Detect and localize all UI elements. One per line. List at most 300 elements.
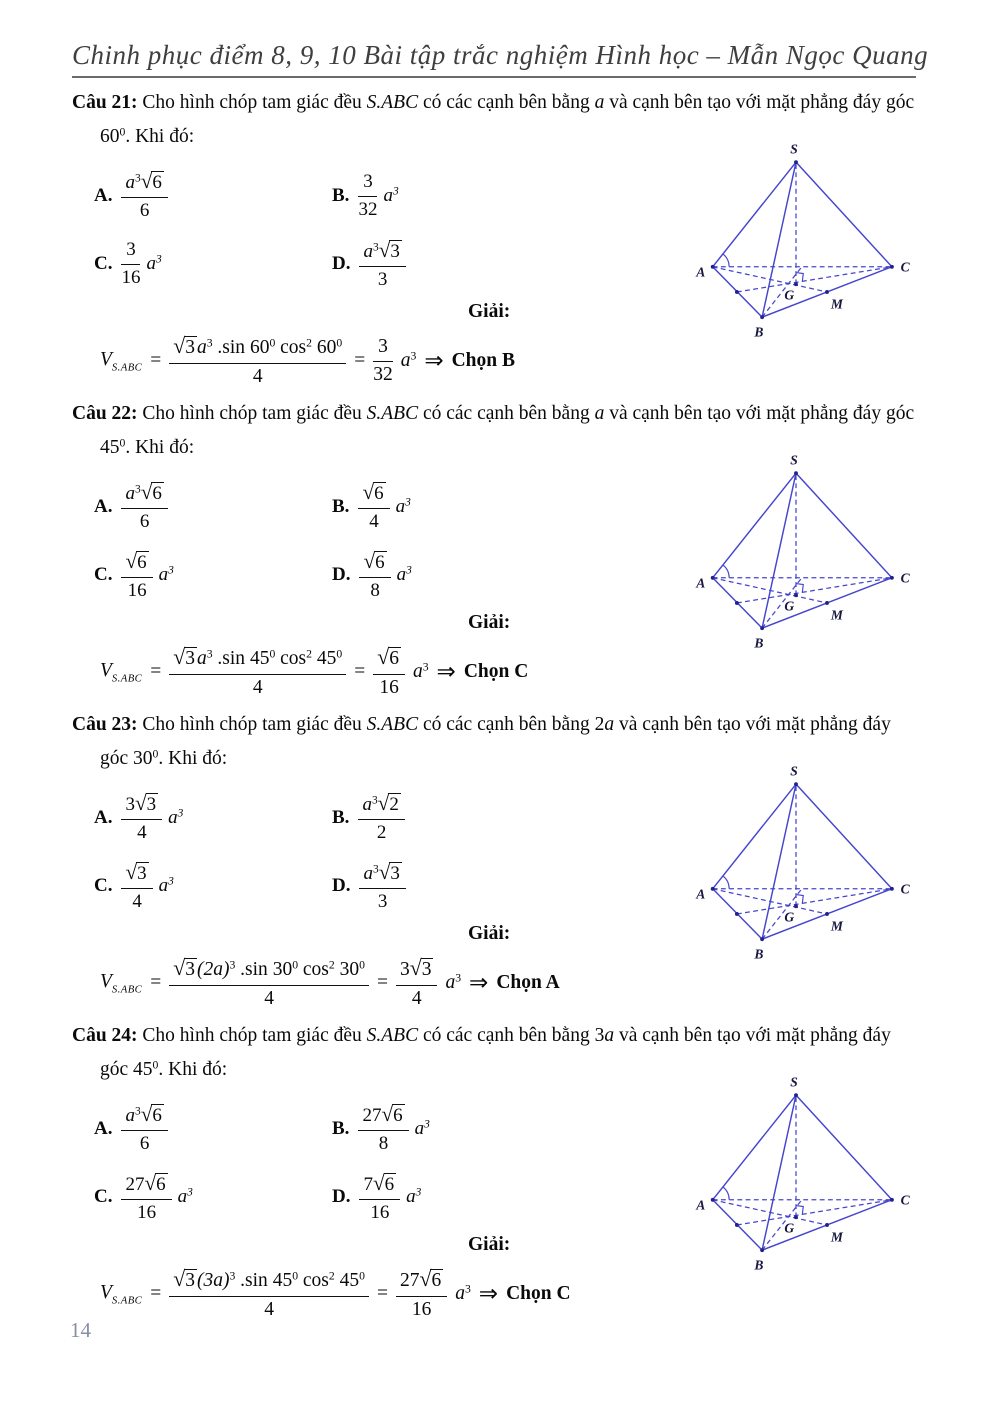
radical <box>144 1170 167 1195</box>
numerator-coef: a <box>125 1105 135 1127</box>
options-grid <box>94 168 666 291</box>
numerator-coef: a <box>362 794 372 816</box>
edge-var: a <box>604 714 615 735</box>
suffix-var: a <box>396 564 407 585</box>
label-G: G <box>784 909 795 925</box>
numerator-coef: a <box>363 862 373 884</box>
radical: √3 <box>173 334 195 359</box>
edge-coef: 2 <box>594 714 605 735</box>
question-number: Câu 24: <box>72 1025 138 1046</box>
denominator: 32 <box>358 198 378 220</box>
result-fraction <box>373 335 393 388</box>
radical-sign: √ <box>144 1170 157 1195</box>
radical-sign: √ <box>125 548 138 573</box>
denominator: 6 <box>139 1133 150 1154</box>
denominator: 2 <box>376 822 387 843</box>
degree-sup: 0 <box>152 747 159 761</box>
answer-choice: Chọn C <box>463 661 529 683</box>
radical <box>362 480 385 505</box>
option-label: A. <box>94 184 113 206</box>
label-G: G <box>784 1220 795 1236</box>
option-fraction <box>359 859 405 914</box>
label-C: C <box>900 570 910 586</box>
option-fraction <box>121 859 152 914</box>
label-C: C <box>900 1192 910 1208</box>
edge-var: a <box>594 92 605 113</box>
radical-sign: √ <box>134 791 147 816</box>
option-c <box>94 237 332 292</box>
question-body-text: Cho hình chóp tam giác đều <box>142 403 367 424</box>
numerator-sup: 3 <box>372 863 379 876</box>
solid-edges <box>713 473 892 628</box>
radical-sign: √ <box>381 1102 394 1127</box>
option-d <box>332 1170 430 1225</box>
radical <box>140 1102 164 1127</box>
option-suffix <box>146 253 161 275</box>
option-suffix <box>406 1186 421 1208</box>
radical <box>134 791 158 816</box>
numerator-coef: 3 <box>126 239 136 261</box>
cos-term: cos <box>275 337 307 359</box>
radicand: 6 <box>152 172 162 194</box>
suffix-sup: 3 <box>177 807 184 820</box>
right-angle-mark <box>796 584 803 593</box>
numerator-coef: 3 <box>125 794 135 816</box>
label-B: B <box>754 635 764 651</box>
option-d <box>332 237 412 292</box>
suffix-sup: 3 <box>424 1118 430 1131</box>
question-body <box>72 452 918 700</box>
label-A: A <box>696 264 706 280</box>
denominator: 6 <box>139 200 150 221</box>
radical-sign: √ <box>140 480 153 505</box>
option-b <box>332 790 412 845</box>
suffix-var: a <box>158 875 169 896</box>
result-coef: 3 <box>399 959 410 981</box>
right-angle-mark <box>796 1206 803 1215</box>
pyramid-figure <box>666 750 982 1011</box>
denominator: 6 <box>139 511 150 532</box>
option-suffix <box>159 875 174 897</box>
right-angle-mark <box>796 895 803 904</box>
question-body-text: và cạnh bên tạo với mặt phẳng đáy góc <box>604 92 915 113</box>
question-body-text: Cho hình chóp tam giác đều <box>142 714 367 735</box>
radical: √3 <box>173 645 195 670</box>
label-S: S <box>790 763 798 779</box>
option-suffix <box>168 807 183 829</box>
option-suffix <box>396 496 411 518</box>
label-S: S <box>790 141 798 157</box>
sin-term: .sin <box>212 337 250 359</box>
solution-fraction: $\frac{√3 (2a)^3 .\sin 30^0 \cos^2 30^0}{4}$ <box>169 955 369 1011</box>
volume-var: (2a) <box>196 959 230 981</box>
question-body <box>72 141 918 389</box>
radicand: 6 <box>156 1173 166 1195</box>
suffix-var: a <box>406 1186 416 1207</box>
radicand: 3 <box>390 862 400 884</box>
option-label: A. <box>94 1117 113 1139</box>
option-a <box>94 479 332 534</box>
radical-sign: √ <box>363 548 376 573</box>
option-fraction <box>358 1101 408 1156</box>
option-suffix <box>415 1118 430 1140</box>
option-fraction <box>359 548 390 603</box>
cos-term: cos <box>298 959 329 981</box>
option-fraction <box>359 1170 400 1225</box>
option-fraction <box>121 168 167 223</box>
solid-edges <box>713 1095 892 1250</box>
denominator: 16 <box>379 676 399 698</box>
edge-var: a <box>594 403 605 424</box>
label-B: B <box>754 324 764 340</box>
vertex-labels <box>695 453 910 651</box>
radical: √3 <box>173 956 195 981</box>
option-d <box>332 859 412 914</box>
radical-sign: √ <box>378 237 391 262</box>
question-body-text: có các cạnh bên bằng <box>418 714 595 735</box>
denominator: 32 <box>373 364 393 386</box>
question-left-column <box>72 1087 666 1322</box>
pyramid-figure <box>666 439 982 700</box>
result-fraction <box>396 955 437 1011</box>
denominator: 16 <box>127 579 147 601</box>
suffix-var: a <box>414 1117 425 1139</box>
options-grid <box>94 1101 666 1224</box>
volume-symbol: $V_{S.ABC}$ <box>100 659 143 685</box>
denominator: 4 <box>252 676 263 698</box>
right-angle-mark <box>796 273 803 282</box>
volume-var: a <box>196 337 207 359</box>
option-c <box>94 548 332 603</box>
option-label: C. <box>94 1186 113 1207</box>
pyramid-name: S.ABC <box>366 92 419 113</box>
answer-choice: Chọn B <box>451 350 515 372</box>
suffix-var: a <box>395 495 406 517</box>
option-label: B. <box>332 184 350 206</box>
label-C: C <box>900 881 910 897</box>
radical-sign: √ <box>372 1170 385 1195</box>
result-fraction <box>396 1266 447 1322</box>
volume-var: a <box>196 648 207 670</box>
option-label: C. <box>94 253 113 274</box>
suffix-var: a <box>158 564 169 585</box>
pyramid-svg <box>672 439 982 672</box>
angle-arc <box>723 254 729 267</box>
pyramid-svg <box>672 750 982 983</box>
radicand: 6 <box>375 551 385 573</box>
answer-choice: Chọn A <box>496 972 560 994</box>
option-label: D. <box>332 1186 351 1207</box>
volume-var: (3a) <box>196 1270 230 1292</box>
radicand: 6 <box>384 1173 395 1195</box>
edge-coef: 3 <box>594 1025 605 1046</box>
option-a <box>94 168 332 223</box>
radical-sign: √ <box>377 791 390 816</box>
result-suffix: $a^3$ <box>455 1282 471 1305</box>
numerator-coef: 7 <box>363 1173 373 1195</box>
suffix-sup: 3 <box>187 1186 193 1199</box>
option-fraction <box>121 238 140 290</box>
option-c <box>94 859 332 914</box>
denominator: 4 <box>369 511 379 532</box>
denominator: 16 <box>411 1298 432 1320</box>
label-A: A <box>696 886 706 902</box>
radical <box>140 169 164 194</box>
option-fraction <box>359 237 405 292</box>
equals-sign: = <box>150 350 162 372</box>
label-S: S <box>790 1074 798 1090</box>
suffix-var: a <box>168 806 178 828</box>
question-number: Câu 22: <box>72 403 138 424</box>
option-suffix <box>159 564 174 586</box>
angle-arc <box>723 565 729 578</box>
label-B: B <box>754 946 764 962</box>
equals-sign: = <box>150 1283 162 1305</box>
label-S: S <box>790 452 798 468</box>
options-grid <box>94 479 666 602</box>
radical-sign: √ <box>125 859 138 884</box>
radical: √6 <box>377 645 399 670</box>
result-fraction <box>373 644 405 700</box>
question-left-column <box>72 154 666 389</box>
option-fraction <box>358 479 389 534</box>
suffix-sup: 3 <box>168 875 174 888</box>
suffix-sup: 3 <box>415 1186 422 1199</box>
option-label: A. <box>94 495 113 517</box>
option-label: A. <box>94 806 113 828</box>
numerator-coef: 27 <box>362 1105 382 1127</box>
numerator-sup: 3 <box>134 1105 141 1118</box>
denominator: 4 <box>252 365 263 387</box>
sin-term: .sin <box>212 648 250 670</box>
radical <box>140 480 164 505</box>
option-suffix <box>383 185 398 207</box>
numerator-sup: 3 <box>372 241 379 254</box>
question-body-text: có các cạnh bên bằng <box>418 92 595 113</box>
pyramid-name: S.ABC <box>366 714 419 735</box>
question-body <box>72 1074 918 1322</box>
equals-sign: = <box>354 350 366 372</box>
radical <box>125 859 148 884</box>
question-left-column <box>72 465 666 700</box>
option-label: C. <box>94 875 113 896</box>
degree-sup: 0 <box>119 125 126 139</box>
option-fraction <box>121 548 152 603</box>
question-body-text: và cạnh bên tạo với mặt phẳng đáy góc <box>100 1025 891 1081</box>
numerator-sup: 3 <box>371 794 378 807</box>
solution-fraction: $\frac{√3 a^3 .\sin 60^0 \cos^2 60^0}{4}$ <box>169 333 346 389</box>
radical-sign: √ <box>140 169 153 194</box>
volume-symbol: $V_{S.ABC}$ <box>100 970 143 996</box>
question-left-column <box>72 776 666 1011</box>
denominator: 4 <box>411 987 422 1009</box>
question-body <box>72 763 918 1011</box>
radical-sign: √ <box>362 480 375 505</box>
angle-arc <box>723 1187 729 1200</box>
solution-heading: Giải: <box>468 1234 511 1256</box>
angle-value: 45 <box>100 437 120 459</box>
numerator-coef: 27 <box>125 1173 145 1195</box>
denominator: 3 <box>377 890 388 912</box>
radical <box>372 1170 396 1195</box>
solution-line <box>100 955 666 1011</box>
edge-var: a <box>604 1025 615 1046</box>
equals-sign: = <box>150 972 162 994</box>
option-fraction <box>358 790 404 845</box>
implies-arrow: ⇒ <box>436 659 456 685</box>
header-title: Chinh phục điểm 8, 9, 10 Bài tập trắc nghiệm Hình học – Mẫn Ngọc Quang <box>72 40 929 70</box>
numerator-coef: 3 <box>363 170 373 192</box>
suffix-var: a <box>383 184 393 206</box>
volume-symbol: $V_{S.ABC}$ <box>100 348 143 374</box>
label-M: M <box>830 1229 843 1245</box>
option-label: B. <box>332 806 350 828</box>
angle-value: 30 <box>133 748 153 770</box>
denominator: 4 <box>137 822 147 843</box>
option-fraction <box>121 479 167 534</box>
result-suffix: $a^3$ <box>445 971 462 994</box>
radical: √6 <box>419 1267 442 1292</box>
solution-heading: Giải: <box>468 301 511 323</box>
option-fraction <box>121 1170 171 1225</box>
label-M: M <box>830 296 843 312</box>
vertex-labels <box>695 764 910 962</box>
suffix-var: a <box>177 1186 188 1207</box>
solution-line <box>100 333 666 389</box>
denominator: 16 <box>137 1201 157 1223</box>
solution-fraction: $\frac{√3 a^3 .\sin 45^0 \cos^2 45^0}{4}$ <box>169 644 346 700</box>
radicand: 3 <box>137 862 147 884</box>
numerator-sup: 3 <box>134 172 141 185</box>
option-a <box>94 1101 332 1156</box>
suffix-var: a <box>146 253 156 274</box>
option-suffix <box>397 564 412 586</box>
option-label: C. <box>94 564 113 585</box>
numerator-sup: 3 <box>134 483 141 496</box>
radical <box>377 791 401 816</box>
radical-sign: √ <box>378 859 391 884</box>
radicand: 6 <box>152 1105 162 1127</box>
denominator: 4 <box>264 987 274 1009</box>
radicand: 3 <box>390 240 400 262</box>
equals-sign: = <box>376 1283 388 1305</box>
implies-arrow: ⇒ <box>469 970 489 996</box>
question-body-text: Cho hình chóp tam giác đều <box>142 1025 367 1046</box>
option-label: D. <box>332 253 351 274</box>
options-grid <box>94 790 666 913</box>
radicand: 6 <box>137 551 147 573</box>
pyramid-figure <box>666 1061 982 1322</box>
numerator-coef: a <box>363 240 373 262</box>
label-M: M <box>830 918 843 934</box>
denominator: 8 <box>370 579 380 601</box>
suffix-sup: 3 <box>392 185 399 198</box>
pyramid-name: S.ABC <box>366 403 419 424</box>
result-suffix: $a^3$ <box>400 349 417 372</box>
answer-choice: Chọn C <box>506 1283 571 1305</box>
option-a <box>94 790 332 845</box>
question-body-text: và cạnh bên tạo với mặt phẳng đáy góc <box>604 403 915 424</box>
label-G: G <box>784 287 795 303</box>
vertex-labels <box>695 1075 910 1273</box>
suffix-sup: 3 <box>168 564 174 577</box>
question-21 <box>72 86 918 389</box>
sin-term: .sin <box>235 1270 273 1292</box>
question-body-text: . Khi đó: <box>125 437 195 459</box>
radical <box>381 1102 404 1127</box>
volume-symbol: $V_{S.ABC}$ <box>100 1281 143 1307</box>
label-A: A <box>696 1197 706 1213</box>
implies-arrow: ⇒ <box>424 348 444 374</box>
radicand: 6 <box>152 483 162 505</box>
pyramid-svg <box>672 1061 982 1294</box>
question-body-text: có các cạnh bên bằng <box>418 403 595 424</box>
suffix-sup: 3 <box>155 253 162 266</box>
radical <box>378 859 402 884</box>
solid-edges <box>713 162 892 317</box>
solution-line <box>100 644 666 700</box>
radical-sign: √ <box>140 1102 153 1127</box>
angle-value: 45 <box>133 1059 153 1081</box>
radical <box>378 237 402 262</box>
equals-sign: = <box>150 661 162 683</box>
option-b <box>332 1101 430 1156</box>
page-number: 14 <box>70 1318 91 1342</box>
option-b <box>332 168 412 223</box>
denominator: 4 <box>264 1298 274 1320</box>
solution-heading: Giải: <box>468 923 511 945</box>
denominator: 4 <box>132 890 142 912</box>
question-body-text: . Khi đó: <box>158 748 228 770</box>
question-22 <box>72 397 918 700</box>
option-c <box>94 1170 332 1225</box>
question-body-text: và cạnh bên tạo với mặt phẳng đáy góc <box>100 714 891 770</box>
question-24 <box>72 1019 918 1322</box>
label-C: C <box>900 259 910 275</box>
question-23 <box>72 708 918 1011</box>
equals-sign: = <box>354 661 366 683</box>
pyramid-name: S.ABC <box>366 1025 419 1046</box>
option-label: D. <box>332 875 351 896</box>
option-d <box>332 548 412 603</box>
suffix-sup: 3 <box>406 564 412 577</box>
radicand: 6 <box>393 1105 403 1127</box>
solution-line <box>100 1266 666 1322</box>
vertex-labels <box>695 142 910 340</box>
denominator: 3 <box>377 268 388 290</box>
label-B: B <box>754 1257 764 1273</box>
option-fraction <box>358 170 377 222</box>
implies-arrow: ⇒ <box>478 1281 499 1307</box>
question-body-text: . Khi đó: <box>125 126 195 148</box>
numerator-coef: a <box>125 172 135 194</box>
cos-term: cos <box>275 648 307 670</box>
result-suffix: $a^3$ <box>412 660 429 683</box>
option-suffix <box>178 1186 193 1208</box>
question-body-text: có các cạnh bên bằng <box>418 1025 595 1046</box>
radical: √3 <box>409 956 432 981</box>
suffix-sup: 3 <box>405 496 411 509</box>
label-G: G <box>784 598 795 614</box>
cos-term: cos <box>298 1270 329 1292</box>
result-coef: 27 <box>399 1270 420 1292</box>
page-header <box>72 40 929 78</box>
question-number: Câu 21: <box>72 92 138 113</box>
solid-edges <box>713 784 892 939</box>
radicand: 6 <box>374 483 384 505</box>
option-label: B. <box>332 495 350 517</box>
radical <box>125 548 148 573</box>
